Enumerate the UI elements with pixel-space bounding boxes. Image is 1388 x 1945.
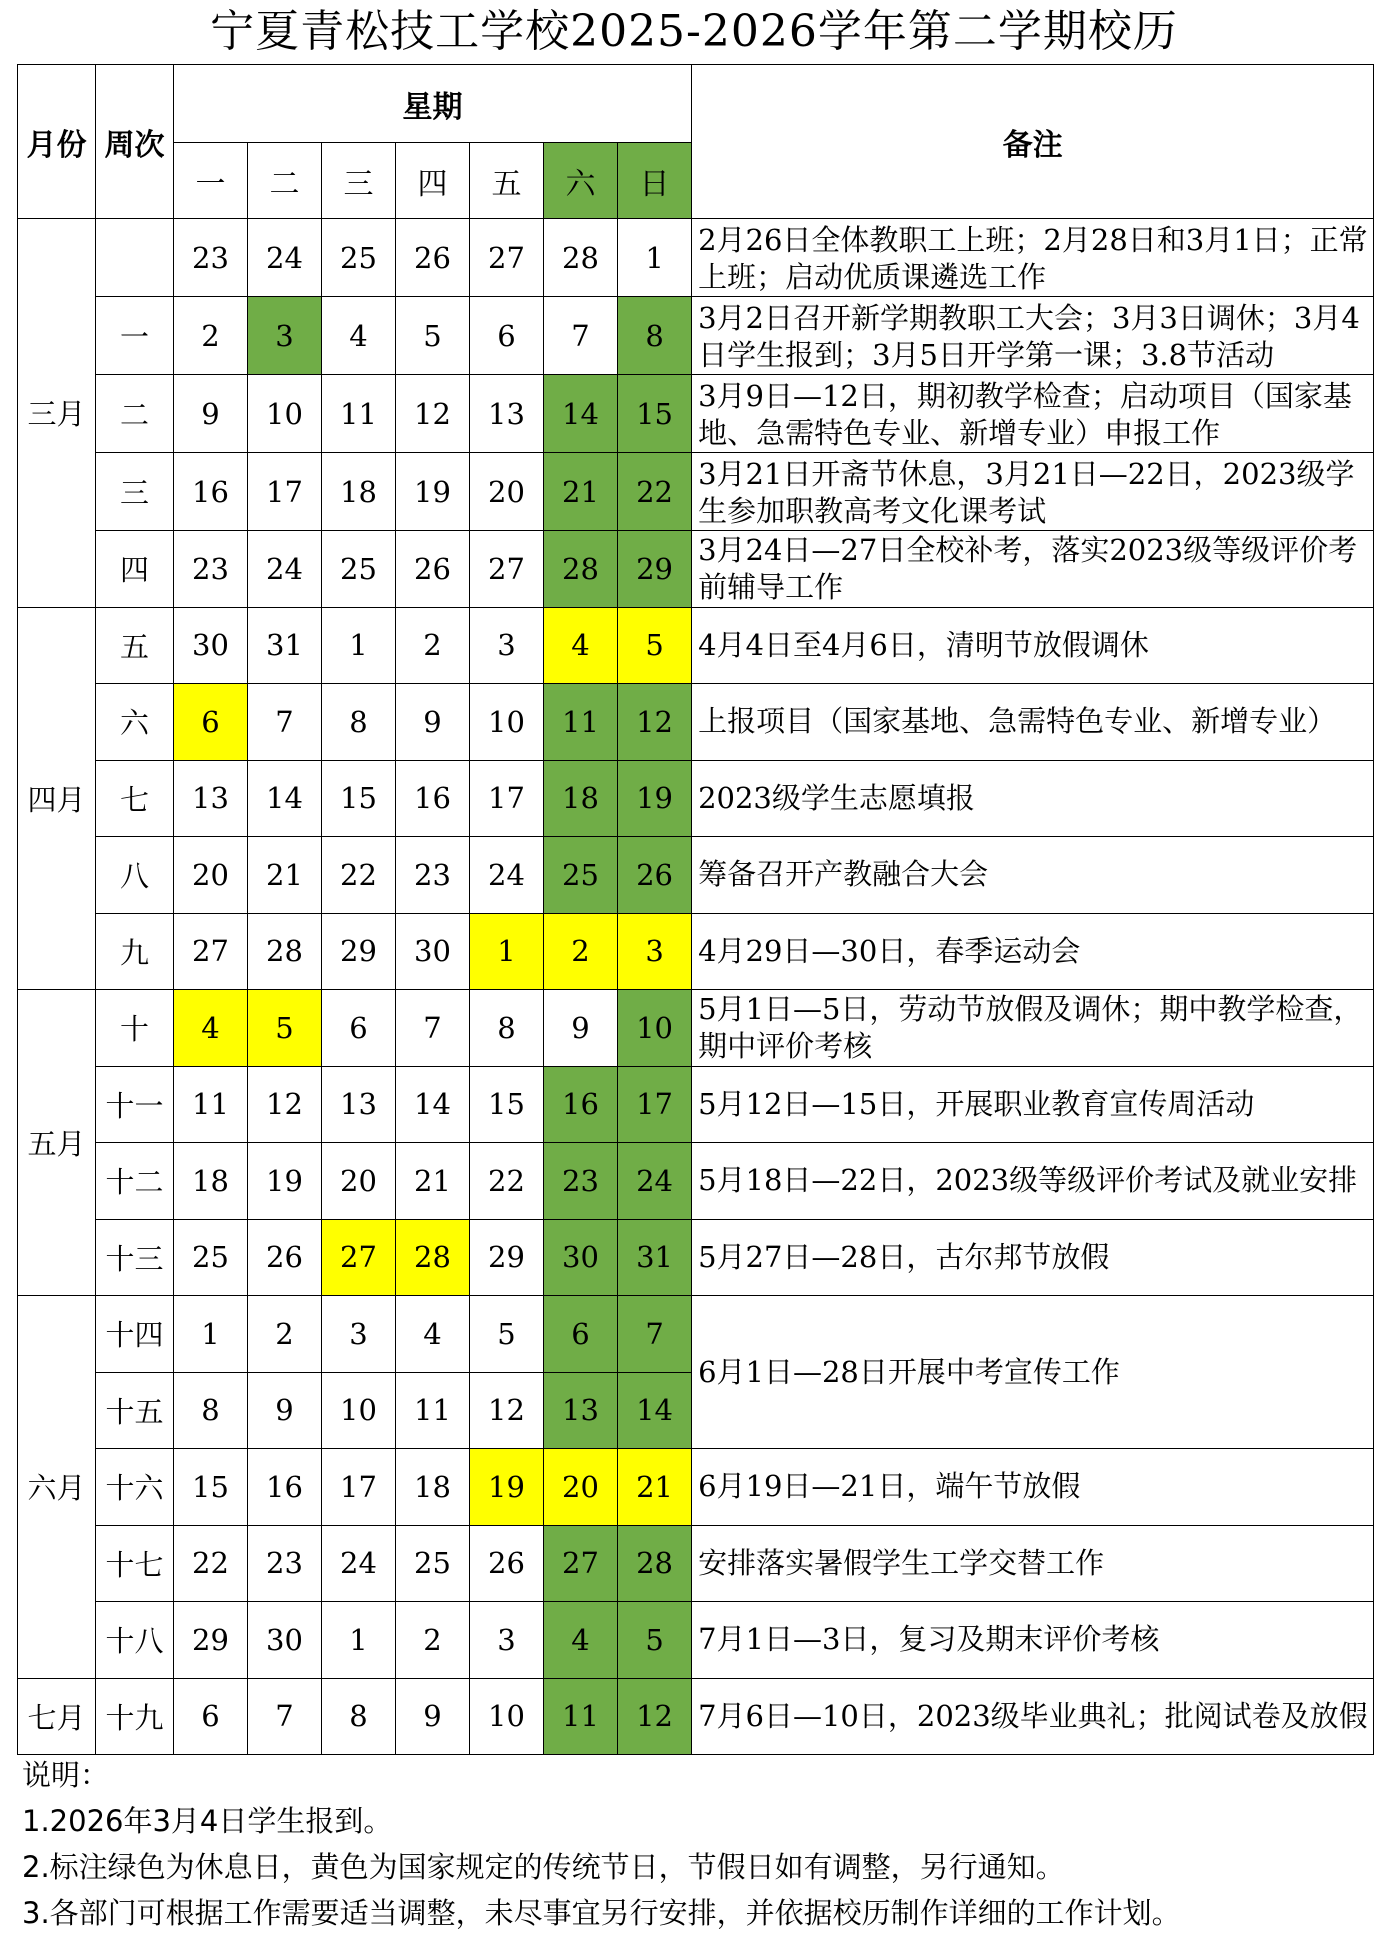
day-cell: 4 [396, 1296, 470, 1373]
day-cell: 6 [174, 684, 248, 761]
table-row [18, 297, 1374, 375]
remark-cell: 6月19日—21日，端午节放假 [692, 1449, 1374, 1526]
day-cell: 15 [618, 375, 692, 453]
day-cell: 20 [470, 453, 544, 531]
day-cell: 25 [322, 531, 396, 608]
day-cell: 25 [544, 837, 618, 914]
day-cell: 3 [470, 607, 544, 684]
weekday-fri: 五 [470, 143, 544, 219]
day-cell: 17 [248, 453, 322, 531]
day-cell: 2 [248, 1296, 322, 1373]
day-cell: 31 [618, 1219, 692, 1296]
week-number: 八 [96, 837, 174, 914]
day-cell: 27 [470, 219, 544, 297]
day-cell: 3 [470, 1602, 544, 1679]
day-cell: 2 [396, 1602, 470, 1679]
table-row [18, 1678, 1374, 1755]
day-cell: 28 [544, 531, 618, 608]
day-cell: 12 [618, 1678, 692, 1755]
day-cell: 15 [174, 1449, 248, 1526]
day-cell: 16 [248, 1449, 322, 1526]
day-cell: 9 [248, 1372, 322, 1449]
day-cell: 26 [470, 1525, 544, 1602]
day-cell: 11 [544, 684, 618, 761]
week-number: 十二 [96, 1143, 174, 1220]
remark-cell: 安排落实暑假学生工学交替工作 [692, 1525, 1374, 1602]
remark-cell: 5月12日—15日，开展职业教育宣传周活动 [692, 1066, 1374, 1143]
table-row [18, 1066, 1374, 1143]
day-cell: 31 [248, 607, 322, 684]
month-cell: 五月 [18, 990, 96, 1296]
header-week: 周次 [96, 65, 174, 219]
remark-cell: 5月18日—22日，2023级等级评价考试及就业安排 [692, 1143, 1374, 1220]
day-cell: 29 [618, 531, 692, 608]
remark-cell: 5月27日—28日，古尔邦节放假 [692, 1219, 1374, 1296]
day-cell: 7 [544, 297, 618, 375]
explanation-item: 3.各部门可根据工作需要适当调整，未尽事宜另行安排，并依据校历制作详细的工作计划。 [22, 1896, 1181, 1930]
weekday-mon: 一 [174, 143, 248, 219]
day-cell: 14 [618, 1372, 692, 1449]
day-cell: 9 [396, 1678, 470, 1755]
table-row [18, 684, 1374, 761]
remark-cell: 3月24日—27日全校补考，落实2023级等级评价考前辅导工作 [692, 531, 1374, 608]
day-cell: 4 [322, 297, 396, 375]
day-cell: 3 [248, 297, 322, 375]
day-cell: 19 [470, 1449, 544, 1526]
header-month: 月份 [18, 65, 96, 219]
week-number: 十四 [96, 1296, 174, 1373]
day-cell: 21 [248, 837, 322, 914]
day-cell: 29 [322, 913, 396, 990]
day-cell: 5 [618, 607, 692, 684]
week-number: 十一 [96, 1066, 174, 1143]
day-cell: 7 [396, 990, 470, 1067]
remark-cell: 2023级学生志愿填报 [692, 760, 1374, 837]
week-number: 十三 [96, 1219, 174, 1296]
day-cell: 21 [396, 1143, 470, 1220]
day-cell: 21 [544, 453, 618, 531]
day-cell: 22 [322, 837, 396, 914]
day-cell: 9 [396, 684, 470, 761]
day-cell: 10 [322, 1372, 396, 1449]
month-cell: 六月 [18, 1296, 96, 1679]
table-row [18, 219, 1374, 297]
remark-cell: 6月1日—28日开展中考宣传工作 [692, 1296, 1374, 1449]
day-cell: 13 [544, 1372, 618, 1449]
table-row [18, 531, 1374, 608]
day-cell: 22 [470, 1143, 544, 1220]
day-cell: 20 [174, 837, 248, 914]
week-number: 二 [96, 375, 174, 453]
day-cell: 7 [248, 684, 322, 761]
day-cell: 14 [248, 760, 322, 837]
weekday-tue: 二 [248, 143, 322, 219]
day-cell: 18 [396, 1449, 470, 1526]
day-cell: 8 [322, 684, 396, 761]
day-cell: 30 [174, 607, 248, 684]
day-cell: 3 [322, 1296, 396, 1373]
day-cell: 15 [322, 760, 396, 837]
day-cell: 17 [618, 1066, 692, 1143]
day-cell: 23 [396, 837, 470, 914]
weekday-thu: 四 [396, 143, 470, 219]
day-cell: 22 [174, 1525, 248, 1602]
week-number: 六 [96, 684, 174, 761]
table-row [18, 837, 1374, 914]
day-cell: 16 [174, 453, 248, 531]
day-cell: 16 [544, 1066, 618, 1143]
day-cell: 19 [396, 453, 470, 531]
day-cell: 10 [470, 684, 544, 761]
day-cell: 4 [544, 607, 618, 684]
day-cell: 3 [618, 913, 692, 990]
day-cell: 11 [174, 1066, 248, 1143]
day-cell: 23 [544, 1143, 618, 1220]
day-cell: 15 [470, 1066, 544, 1143]
remark-cell: 3月9日—12日，期初教学检查；启动项目（国家基地、急需特色专业、新增专业）申报工作 [692, 375, 1374, 453]
week-number: 十五 [96, 1372, 174, 1449]
day-cell: 17 [322, 1449, 396, 1526]
day-cell: 19 [248, 1143, 322, 1220]
day-cell: 13 [470, 375, 544, 453]
month-cell: 七月 [18, 1678, 96, 1755]
remark-cell: 筹备召开产教融合大会 [692, 837, 1374, 914]
day-cell: 6 [322, 990, 396, 1067]
day-cell: 11 [544, 1678, 618, 1755]
day-cell: 14 [544, 375, 618, 453]
remark-cell: 7月6日—10日，2023级毕业典礼；批阅试卷及放假 [692, 1678, 1374, 1755]
week-number: 四 [96, 531, 174, 608]
day-cell: 1 [322, 607, 396, 684]
day-cell: 27 [544, 1525, 618, 1602]
day-cell: 6 [544, 1296, 618, 1373]
day-cell: 8 [470, 990, 544, 1067]
week-number [96, 219, 174, 297]
day-cell: 5 [248, 990, 322, 1067]
month-cell: 四月 [18, 607, 96, 990]
day-cell: 9 [544, 990, 618, 1067]
day-cell: 30 [544, 1219, 618, 1296]
day-cell: 20 [544, 1449, 618, 1526]
day-cell: 25 [322, 219, 396, 297]
day-cell: 17 [470, 760, 544, 837]
day-cell: 10 [470, 1678, 544, 1755]
day-cell: 24 [470, 837, 544, 914]
day-cell: 23 [174, 531, 248, 608]
day-cell: 26 [618, 837, 692, 914]
table-row [18, 453, 1374, 531]
day-cell: 23 [248, 1525, 322, 1602]
calendar-table [17, 64, 1374, 1755]
remark-cell: 上报项目（国家基地、急需特色专业、新增专业） [692, 684, 1374, 761]
weekday-sun: 日 [618, 143, 692, 219]
week-number: 一 [96, 297, 174, 375]
month-cell: 三月 [18, 219, 96, 608]
table-row [18, 1602, 1374, 1679]
day-cell: 19 [618, 760, 692, 837]
remark-cell: 3月21日开斋节休息，3月21日—22日，2023级学生参加职教高考文化课考试 [692, 453, 1374, 531]
page-title: 宁夏青松技工学校2025-2026学年第二学期校历 [210, 6, 1178, 57]
day-cell: 30 [396, 913, 470, 990]
day-cell: 5 [470, 1296, 544, 1373]
explanation [22, 1752, 1372, 1936]
day-cell: 4 [174, 990, 248, 1067]
week-number: 七 [96, 760, 174, 837]
weekday-sat: 六 [544, 143, 618, 219]
remark-cell: 4月4日至4月6日，清明节放假调休 [692, 607, 1374, 684]
day-cell: 2 [174, 297, 248, 375]
day-cell: 7 [248, 1678, 322, 1755]
day-cell: 12 [470, 1372, 544, 1449]
day-cell: 10 [248, 375, 322, 453]
week-number: 五 [96, 607, 174, 684]
day-cell: 12 [396, 375, 470, 453]
day-cell: 10 [618, 990, 692, 1067]
table-row [18, 1296, 1374, 1373]
day-cell: 8 [322, 1678, 396, 1755]
remark-cell: 3月2日召开新学期教职工大会；3月3日调休；3月4日学生报到；3月5日开学第一课；3.8节活动 [692, 297, 1374, 375]
day-cell: 28 [618, 1525, 692, 1602]
remark-cell: 5月1日—5日，劳动节放假及调休；期中教学检查，期中评价考核 [692, 990, 1374, 1067]
header-weekday-group: 星期 [174, 65, 692, 143]
week-number: 十七 [96, 1525, 174, 1602]
week-number: 九 [96, 913, 174, 990]
day-cell: 16 [396, 760, 470, 837]
table-row [18, 375, 1374, 453]
day-cell: 1 [174, 1296, 248, 1373]
table-row [18, 913, 1374, 990]
day-cell: 12 [618, 684, 692, 761]
explanation-item: 2.标注绿色为休息日，黄色为国家规定的传统节日，节假日如有调整，另行通知。 [22, 1850, 1065, 1884]
day-cell: 1 [322, 1602, 396, 1679]
day-cell: 24 [618, 1143, 692, 1220]
remark-cell: 7月1日—3日，复习及期末评价考核 [692, 1602, 1374, 1679]
day-cell: 13 [322, 1066, 396, 1143]
day-cell: 6 [470, 297, 544, 375]
day-cell: 24 [248, 219, 322, 297]
table-row [18, 607, 1374, 684]
day-cell: 26 [396, 531, 470, 608]
remark-cell: 2月26日全体教职工上班；2月28日和3月1日；正常上班；启动优质课遴选工作 [692, 219, 1374, 297]
header-remarks: 备注 [692, 65, 1374, 219]
day-cell: 26 [248, 1219, 322, 1296]
explanation-heading: 说明： [22, 1758, 110, 1792]
explanation-item: 1.2026年3月4日学生报到。 [22, 1804, 393, 1838]
day-cell: 30 [248, 1602, 322, 1679]
day-cell: 6 [174, 1678, 248, 1755]
table-row [18, 990, 1374, 1067]
day-cell: 1 [618, 219, 692, 297]
day-cell: 28 [396, 1219, 470, 1296]
day-cell: 2 [396, 607, 470, 684]
table-row [18, 1449, 1374, 1526]
remark-cell: 4月29日—30日，春季运动会 [692, 913, 1374, 990]
day-cell: 24 [322, 1525, 396, 1602]
day-cell: 14 [396, 1066, 470, 1143]
day-cell: 11 [396, 1372, 470, 1449]
day-cell: 23 [174, 219, 248, 297]
day-cell: 20 [322, 1143, 396, 1220]
day-cell: 4 [544, 1602, 618, 1679]
week-number: 十 [96, 990, 174, 1067]
day-cell: 18 [174, 1143, 248, 1220]
weekday-wed: 三 [322, 143, 396, 219]
day-cell: 27 [174, 913, 248, 990]
table-row [18, 1525, 1374, 1602]
day-cell: 7 [618, 1296, 692, 1373]
table-row [18, 1143, 1374, 1220]
day-cell: 29 [470, 1219, 544, 1296]
week-number: 十八 [96, 1602, 174, 1679]
day-cell: 5 [618, 1602, 692, 1679]
day-cell: 8 [618, 297, 692, 375]
week-number: 三 [96, 453, 174, 531]
day-cell: 13 [174, 760, 248, 837]
day-cell: 21 [618, 1449, 692, 1526]
day-cell: 18 [322, 453, 396, 531]
day-cell: 22 [618, 453, 692, 531]
day-cell: 11 [322, 375, 396, 453]
day-cell: 24 [248, 531, 322, 608]
day-cell: 28 [248, 913, 322, 990]
table-row [18, 1219, 1374, 1296]
day-cell: 8 [174, 1372, 248, 1449]
week-number: 十六 [96, 1449, 174, 1526]
day-cell: 18 [544, 760, 618, 837]
day-cell: 26 [396, 219, 470, 297]
day-cell: 25 [396, 1525, 470, 1602]
day-cell: 27 [470, 531, 544, 608]
day-cell: 2 [544, 913, 618, 990]
day-cell: 1 [470, 913, 544, 990]
day-cell: 29 [174, 1602, 248, 1679]
day-cell: 28 [544, 219, 618, 297]
day-cell: 25 [174, 1219, 248, 1296]
day-cell: 27 [322, 1219, 396, 1296]
day-cell: 12 [248, 1066, 322, 1143]
day-cell: 5 [396, 297, 470, 375]
day-cell: 9 [174, 375, 248, 453]
table-row [18, 760, 1374, 837]
week-number: 十九 [96, 1678, 174, 1755]
